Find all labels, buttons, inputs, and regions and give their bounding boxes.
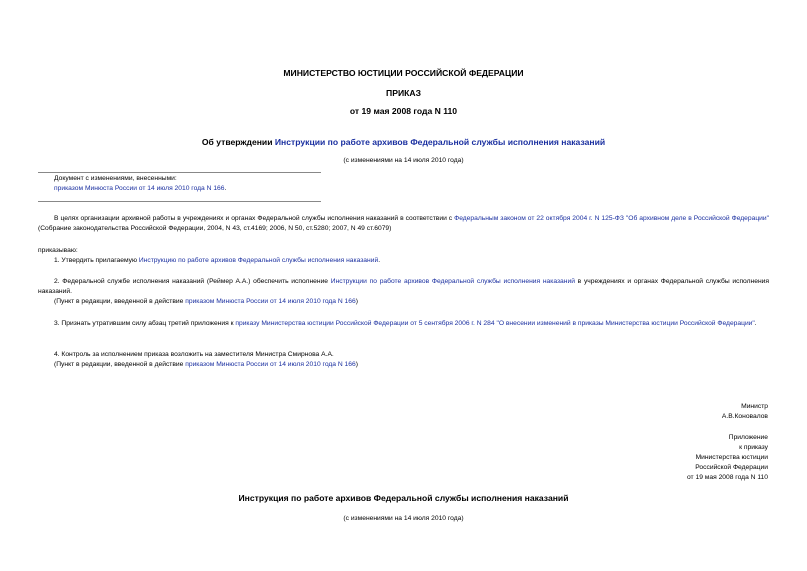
instruction-title: Инструкция по работе архивов Федеральной службы исполнения наказаний	[238, 493, 569, 503]
item-1	[54, 256, 769, 266]
item-1-text: 1. Утвердить прилагаемую	[54, 257, 139, 264]
title-instruction-link[interactable]: Инструкции по работе архивов Федеральной службы исполнения наказаний	[274, 137, 606, 147]
instruction-amendments: (с изменениями на 14 июля 2010 года)	[343, 515, 464, 522]
changes-label: Документ с изменениями, внесенными:	[54, 175, 177, 182]
item-2-note-end: )	[355, 298, 358, 305]
federal-law-link[interactable]: Федеральным законом от 22 октября 2004 г. N 125-ФЗ "Об архивном деле в Российской Федерации"	[454, 215, 770, 222]
item-2-note-link[interactable]: приказом Минюста России от 14 июля 2010 года N 166	[185, 298, 356, 305]
item-2-end: в учреждениях и органах Федеральной службы исполнения наказаний.	[38, 278, 769, 295]
signature-name: А.В.Коновалов	[721, 413, 768, 420]
changes-suffix: .	[224, 185, 227, 192]
item-4-note-text: (Пункт в редакции, введенной в действие	[54, 361, 186, 368]
changes-top-divider	[38, 172, 321, 173]
ministry-heading: МИНИСТЕРСТВО ЮСТИЦИИ РОССИЙСКОЙ ФЕДЕРАЦИИ	[283, 68, 524, 78]
item-2-link[interactable]: Инструкции по работе архивов Федеральной службы исполнения наказаний	[330, 278, 575, 285]
item-4-note-end: )	[355, 361, 358, 368]
item-3	[38, 319, 769, 329]
title-prefix: Об утверждении	[201, 137, 275, 147]
item-2	[38, 277, 769, 297]
item-3-end: .	[754, 320, 757, 327]
doc-type-heading: ПРИКАЗ	[386, 88, 421, 98]
item-4-note-link[interactable]: приказом Минюста России от 14 июля 2010 года N 166	[185, 361, 356, 368]
item-2-note-text: (Пункт в редакции, введенной в действие	[54, 298, 186, 305]
preamble-paragraph	[38, 214, 769, 234]
appendix-line-5: от 19 мая 2008 года N 110	[686, 474, 768, 481]
item-4-note	[54, 360, 769, 370]
amendments-note: (с изменениями на 14 июля 2010 года)	[343, 157, 464, 164]
item-3-text: 3. Признать утратившим силу абзац третий приложения к	[54, 320, 236, 327]
changes-link[interactable]: приказом Минюста России от 14 июля 2010 года N 166	[54, 185, 225, 192]
order-word: приказываю:	[38, 247, 78, 254]
item-1-link[interactable]: Инструкцию по работе архивов Федеральной службы исполнения наказаний	[138, 257, 379, 264]
changes-bottom-divider	[38, 201, 321, 202]
item-2-text: 2. Федеральной службе исполнения наказаний (Реймер А.А.) обеспечить исполнение	[54, 278, 331, 285]
preamble-text-2: (Собрание законодательства Российской Федерации, 2004, N 43, ст.4169; 2006, N 50, ст.5280; 2007, N 49 ст.6079)	[38, 225, 392, 232]
item-3-link[interactable]: приказу Министерства юстиции Российской Федерации от 5 сентября 2006 г. N 284 "О внесении изменений в приказы Министерства юстиции Российской Федерации"	[235, 320, 755, 327]
signature-position: Министр	[741, 403, 768, 410]
item-1-end: .	[378, 257, 381, 264]
item-2-note	[54, 297, 769, 307]
item-4: 4. Контроль за исполнением приказа возложить на заместителя Министра Смирнова А.А.	[54, 351, 334, 358]
appendix-line-1: Приложение	[728, 434, 768, 441]
appendix-line-2: к приказу	[739, 444, 768, 451]
appendix-line-3: Министерства юстиции	[695, 454, 768, 461]
doc-date-heading: от 19 мая 2008 года N 110	[349, 106, 458, 116]
preamble-text-1: В целях организации архивной работы в учреждениях и органах Федеральной службы исполнения наказаний в соответствии с	[54, 215, 455, 222]
document-title	[0, 137, 807, 147]
appendix-line-4: Российской Федерации	[695, 464, 768, 471]
changes-line	[54, 184, 324, 194]
